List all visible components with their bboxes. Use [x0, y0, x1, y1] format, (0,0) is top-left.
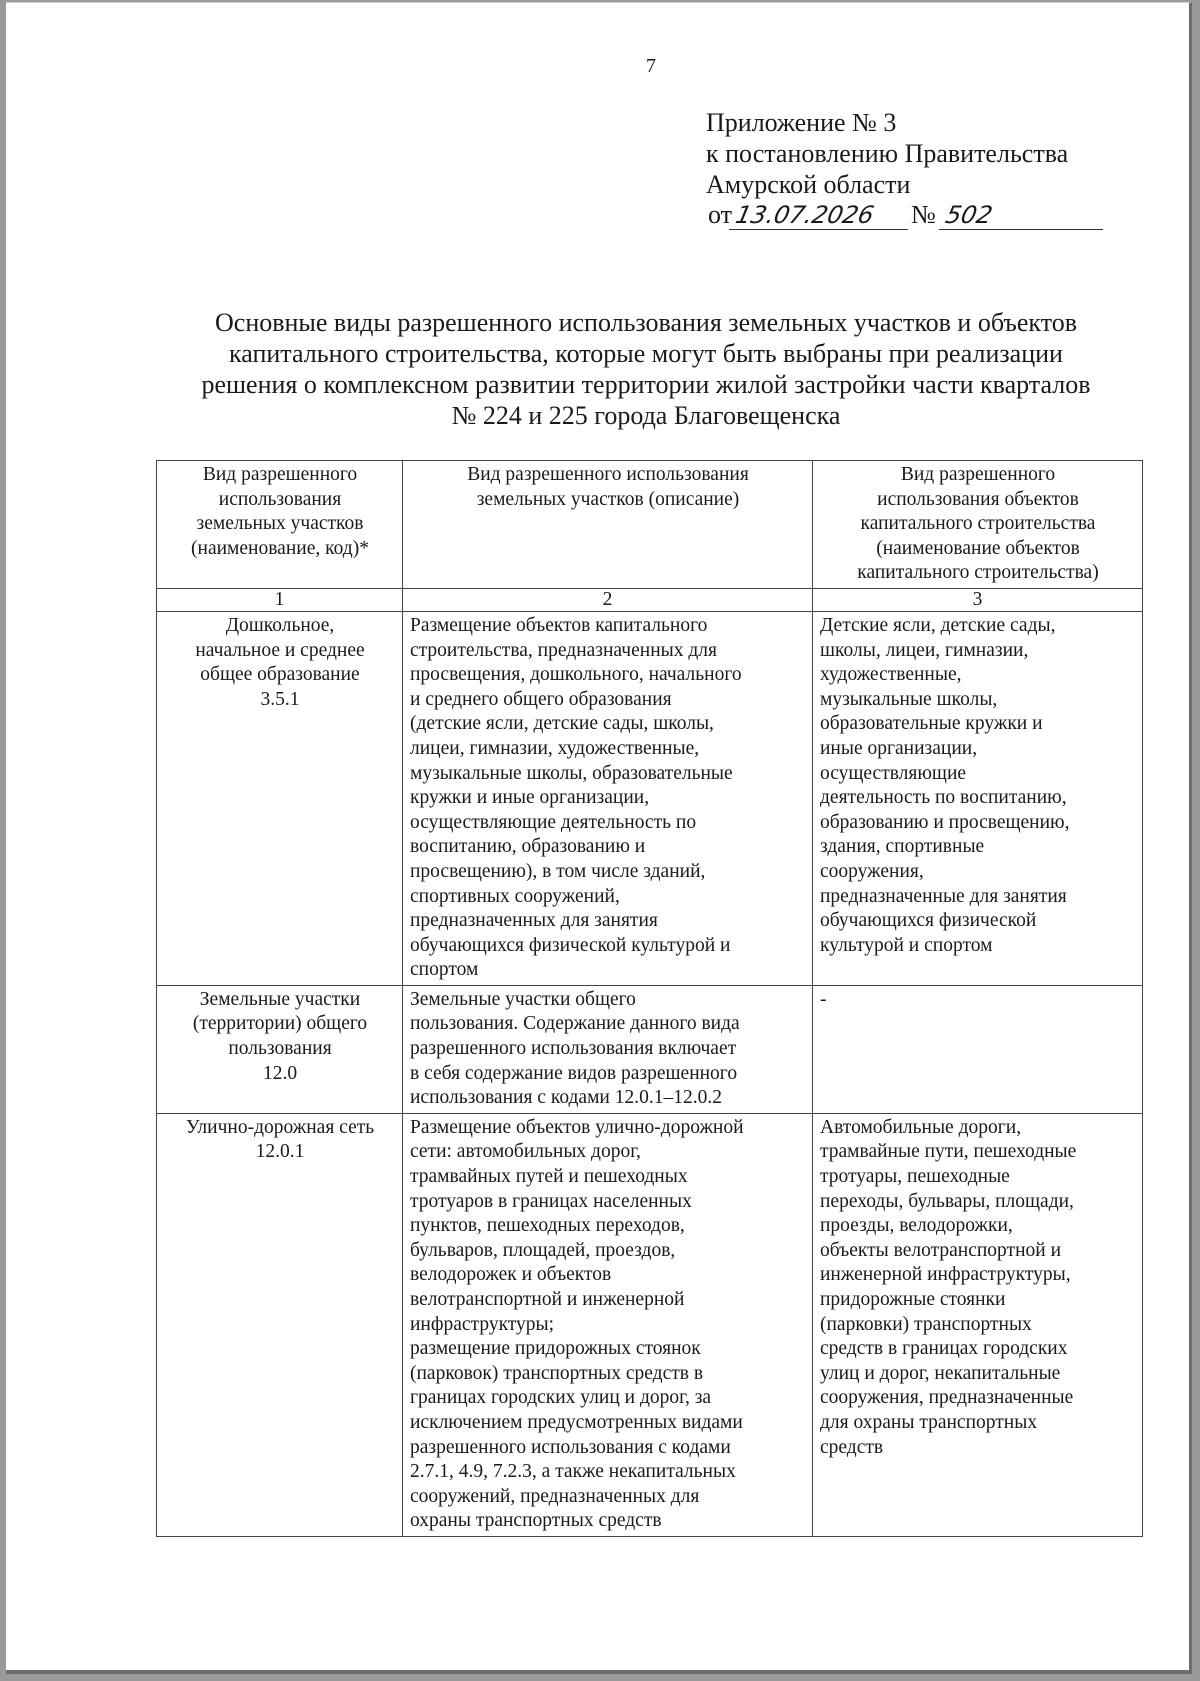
- date-prefix: от: [708, 200, 733, 229]
- appendix-header: [706, 107, 1068, 200]
- appendix-line-2: к постановлению Правительства: [706, 139, 1069, 168]
- document-title: Основные виды разрешенного использования земельных участков и объектов капитального строительства, которые могут быть выбраны при реализации решения о комплексном развитии территории жилой застройки части кварталов № 224 и 225 города Благовещенска: [201, 308, 1091, 430]
- use-type-description: Размещение объектов улично-дорожной сети: автомобильных дорог, трамвайных путей и пешеходных тротуаров в границах населенных пунктов, пешеходных переходов, бульваров, площадей, проездов, велодорожек и объектов велотранспортной и инженерной инфраструктуры; размещение придорожных стоянок (парковок) транспортных средств в границах городских улиц и дорог, за исключением предусмотренных видами разрешенного использования с кодами 2.7.1, 4.9, 7.2.3, а также некапитальных сооружений, предназначенных для охраны транспортных средств: [403, 1113, 813, 1536]
- column-header-2: Вид разрешенного использования земельных участков (описание): [403, 461, 813, 589]
- handwritten-date: 13.07.2026: [729, 201, 914, 230]
- use-type-name: Земельные участки (территории) общего пользования 12.0: [157, 985, 403, 1113]
- column-number-2: 2: [403, 588, 813, 611]
- table-row: [157, 985, 1143, 1113]
- table-header-row: [157, 461, 1143, 589]
- construction-objects: Автомобильные дороги, трамвайные пути, пешеходные тротуары, пешеходные переходы, бульвары, площади, проезды, велодорожки, объекты велотранспортной и инженерной инфраструктуры, придорожные стоянки (парковки) транспортных средств в границах городских улиц и дорог, некапитальные сооружения, предназначенные для охраны транспортных средств: [813, 1113, 1143, 1536]
- column-number-1: 1: [157, 588, 403, 611]
- land-use-table: [156, 460, 1143, 1537]
- use-type-description: Размещение объектов капитального строительства, предназначенных для просвещения, дошкольного, начального и среднего общего образования (детские ясли, детские сады, школы, лицеи, гимназии, художественные, музыкальные школы, образовательные кружки и иные организации, осуществляющие деятельность по воспитанию, образованию и просвещению), в том числе зданий, спортивных сооружений, предназначенных для занятия обучающихся физической культурой и спортом: [403, 611, 813, 985]
- use-type-name: Дошкольное, начальное и среднее общее образование 3.5.1: [157, 611, 403, 985]
- construction-objects: -: [813, 985, 1143, 1113]
- column-header-1: Вид разрешенного использования земельных участков (наименование, код)*: [157, 461, 403, 589]
- column-header-3: Вид разрешенного использования объектов капитального строительства (наименование объектов капитального строительства): [813, 461, 1143, 589]
- table-row: [157, 1113, 1143, 1536]
- document-date-number: [708, 200, 1106, 230]
- number-prefix: №: [911, 200, 936, 229]
- document-page: [6, 2, 1192, 1674]
- column-number-row: [157, 588, 1143, 611]
- table-row: [157, 611, 1143, 985]
- page-number: 7: [646, 55, 656, 77]
- appendix-line-1: Приложение № 3: [706, 108, 897, 137]
- handwritten-number: 502: [939, 201, 1109, 230]
- use-type-description: Земельные участки общего пользования. Содержание данного вида разрешенного использования включает в себя содержание видов разрешенного использования с кодами 12.0.1–12.0.2: [403, 985, 813, 1113]
- use-type-name: Улично-дорожная сеть 12.0.1: [157, 1113, 403, 1536]
- column-number-3: 3: [813, 588, 1143, 611]
- construction-objects: Детские ясли, детские сады, школы, лицеи, гимназии, художественные, музыкальные школы, образовательные кружки и иные организации, осуществляющие деятельность по воспитанию, образованию и просвещению, здания, спортивные сооружения, предназначенные для занятия обучающихся физической культурой и спортом: [813, 611, 1143, 985]
- appendix-line-3: Амурской области: [706, 170, 911, 199]
